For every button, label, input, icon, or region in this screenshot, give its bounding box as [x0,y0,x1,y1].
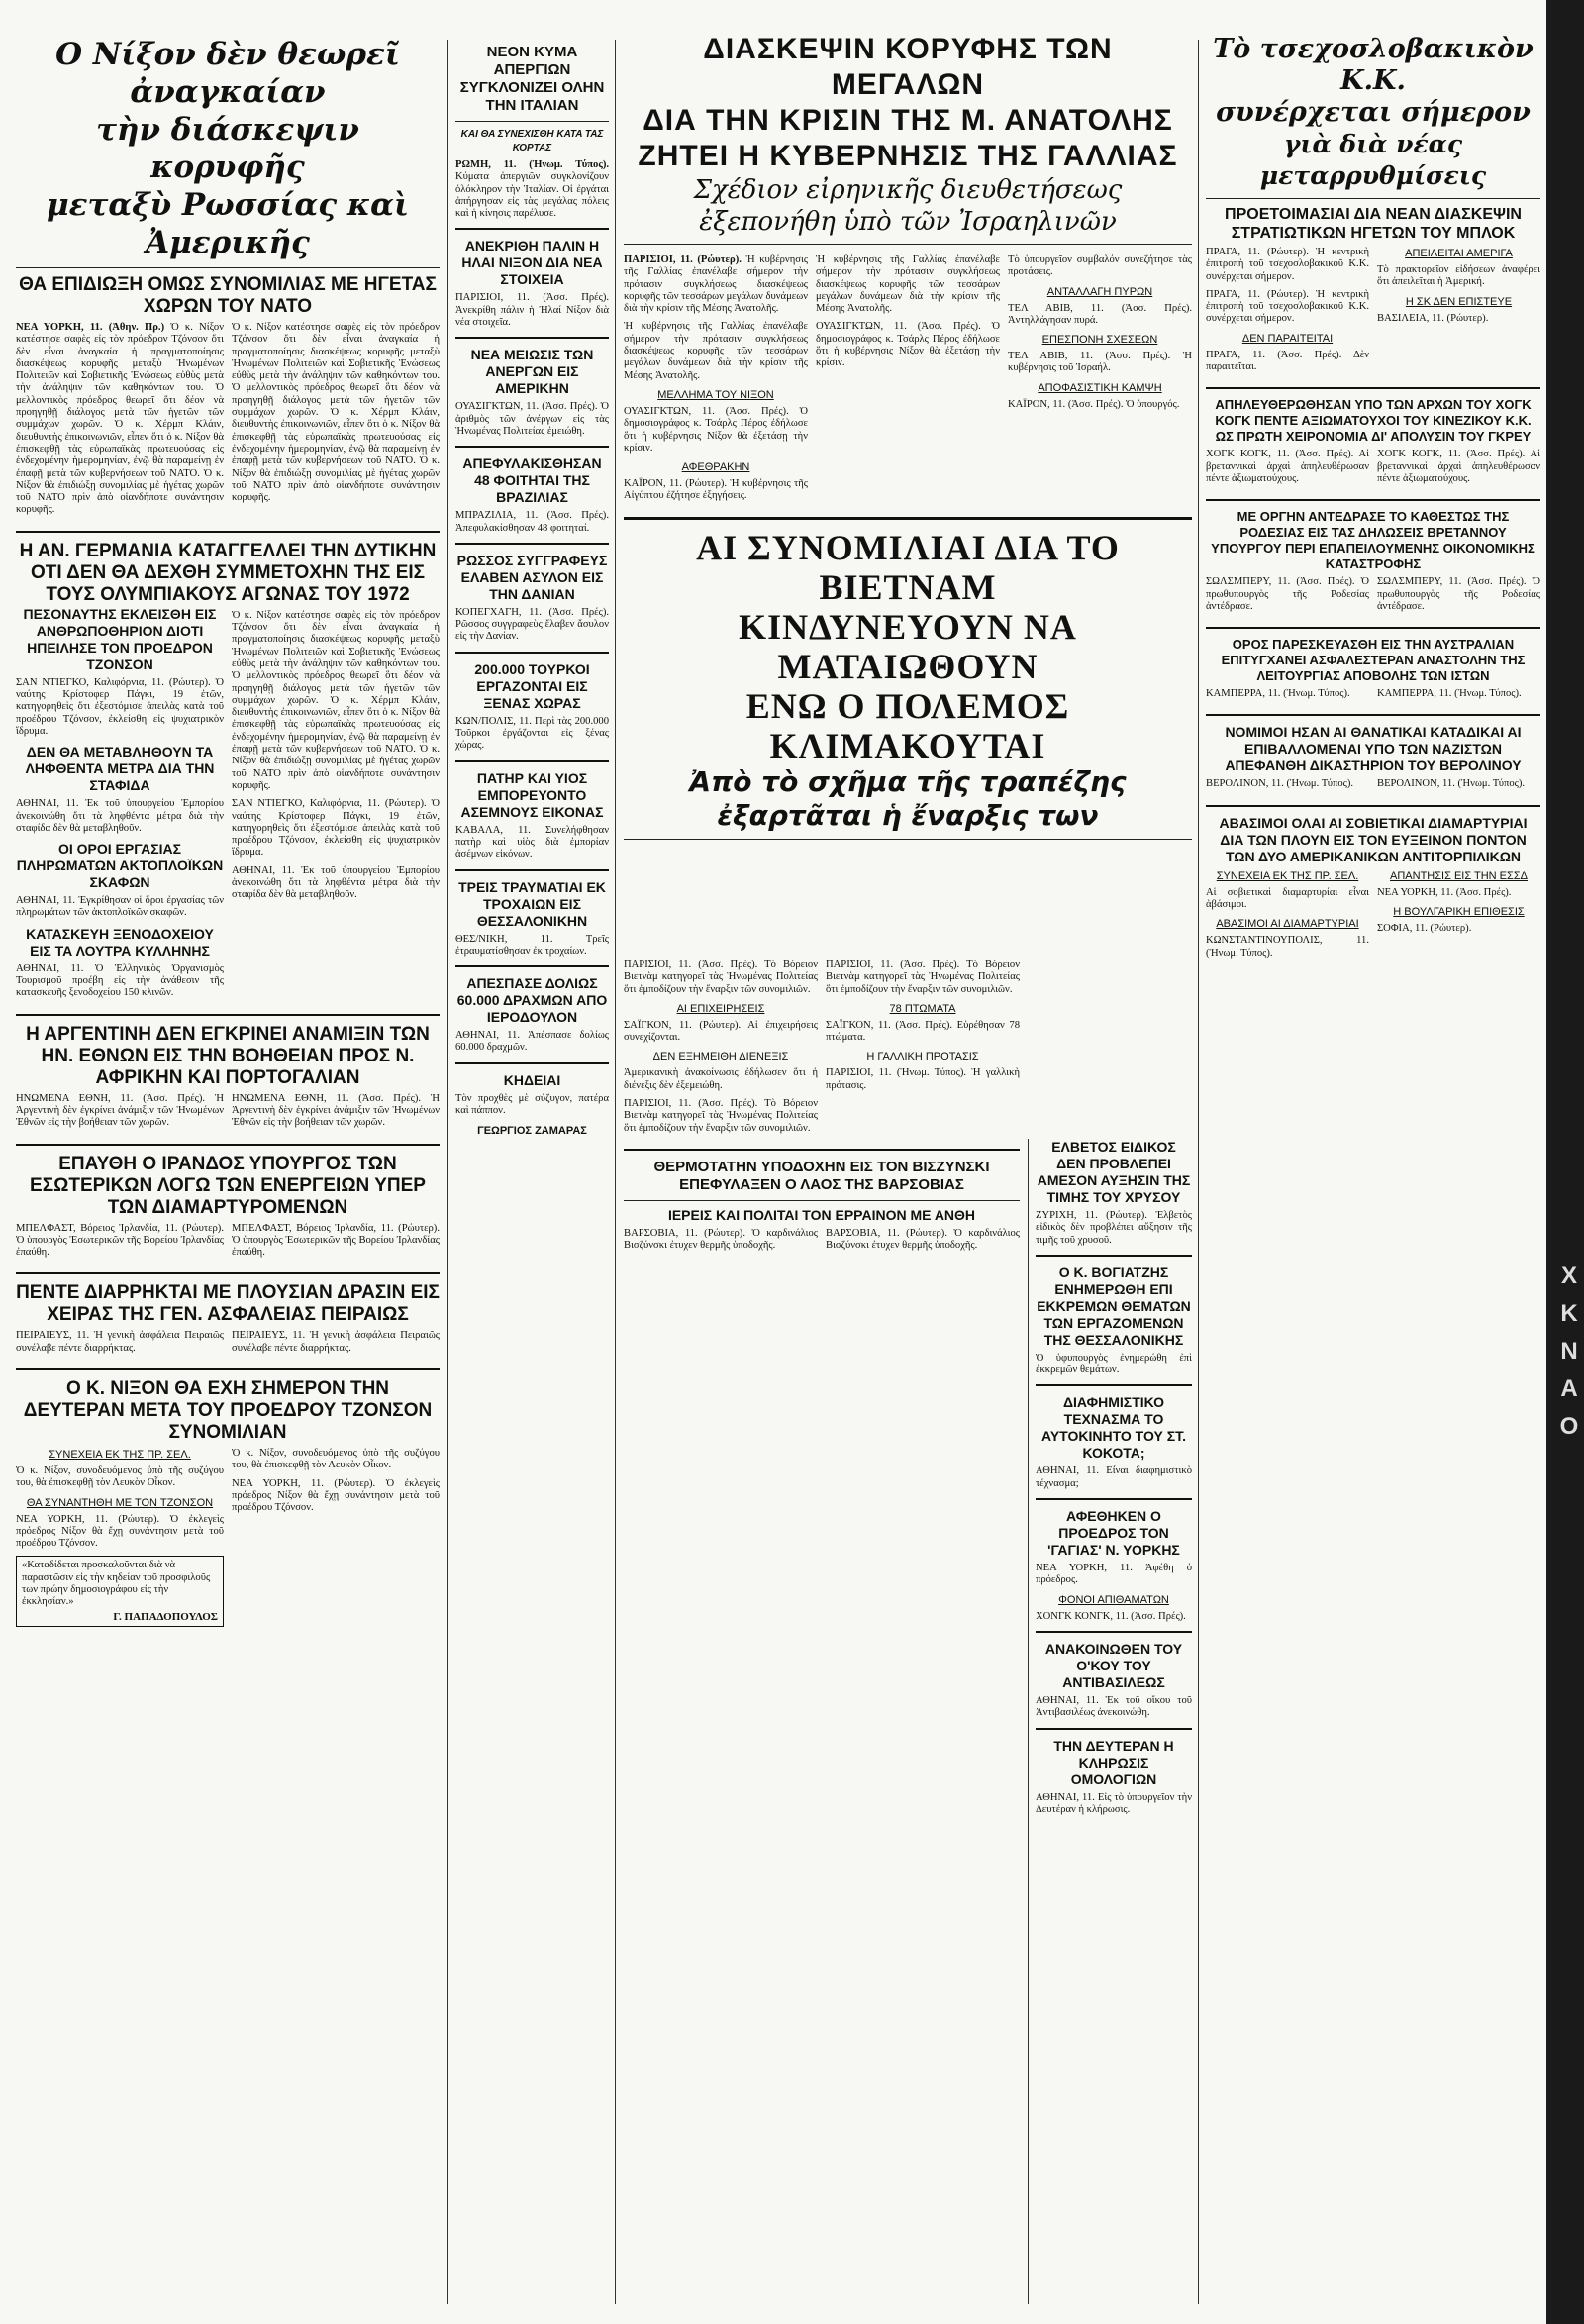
main-headline: ΕΝΩ Ο ΠΟΛΕΜΟΣ ΚΛΙΜΑΚΟΥΤΑΙ [745,685,1070,765]
divider [455,760,609,762]
divider [1036,1255,1192,1257]
article-text: ΠΡΑΓΑ, 11. (Ρώυτερ). Ἡ κεντρικὴ ἐπιτροπὴ τοῦ τσεχοσλοβακικοῦ Κ.Κ. συνέρχεται σήμερον. [1206,247,1369,282]
article-text: ΝΕΑ ΥΟΡΚΗ, 11. (Ρώυτερ). Ὁ ἐκλεγεὶς πρόεδρος Νίξον θὰ ἔχῃ συνάντησιν μετὰ τοῦ προέδρου Τζόνσον. [16,1513,224,1550]
article-text: ΟΥΑΣΙΓΚΤΩΝ, 11. (Ἀσσ. Πρές). Ὁ δημοσιογράφος κ. Τσάρλς Πέρος ἐδήλωσε ὅτι ἡ κυβέρνησις Νίξον θὰ ἐξετάσῃ τὴν κρίσιν. [816,321,1000,369]
headline: ΠΕΣΟΝΑΥΤΗΣ ΕΚΛΕΙΣΘΗ ΕΙΣ ΑΝΘΡΩΠΟΘΗΡΙΟΝ ΔΙΟΤΙ ΗΠΕΙΛΗΣΕ ΤΟΝ ΠΡΟΕΔΡΟΝ ΤΖΟΝΣΟΝ [23,605,217,672]
divider [1206,499,1540,501]
headline: ΜΕ ΟΡΓΗΝ ΑΝΤΕΔΡΑΣΕ ΤΟ ΚΑΘΕΣΤΩΣ ΤΗΣ ΡΟΔΕΣΙΑΣ ΕΙΣ ΤΑΣ ΔΗΛΩΣΕΙΣ ΒΡΕΤΑΝΝΟΥ ΥΠΟΥΡΓΟΥ ΠΕΡΙ ΕΠΑΠΕΙΛΟΥΜΕΝΗΣ ΟΙΚΟΝΟΜΙΚΗΣ ΚΑΤΑΣΤΡΟΦΗΣ [1211,509,1535,572]
divider [455,869,609,871]
article-text: ΒΑΣΙΛΕΙΑ, 11. (Ρώυτερ). [1377,312,1489,324]
section-label: Η ΒΟΥΛΓΑΡΙΚΗ ΕΠΙΘΕΣΙΣ [1393,906,1525,919]
divider [16,1144,440,1146]
headline: ΚΑΤΑΣΚΕΥΗ ΞΕΝΟΔΟΧΕΙΟΥ ΕΙΣ ΤΑ ΛΟΥΤΡΑ ΚΥΛΛΗΝΗΣ [26,925,214,959]
dateline: ΡΩΜΗ, 11. (Ἠνωμ. Τύπος). [455,159,609,170]
column-rule [1198,40,1199,2304]
story-columns [624,1224,1020,1259]
main-headline: ΔΙΑΣΚΕΨΙΝ ΚΟΡΥΦΗΣ ΤΩΝ ΜΕΓΑΛΩΝ [703,33,1113,101]
section-label: ΑΠΕΙΛΕΙΤΑΙ ΑΜΕΡΙΓΑ [1405,248,1513,259]
story-columns [16,1326,440,1361]
article-text: Ὁ κ. Νίξον κατέστησε σαφὲς εἰς τὸν πρόεδρον Τζόνσον ὅτι δὲν εἶναι ἀναγκαία ἡ πραγματοποίησις διασκέψεως κορυφῆς μεταξὺ Ἡνωμένων Πολιτειῶν καὶ Σοβιετικῆς Ἑνώσεως εὐθὺς μετὰ τὴν ἀνάληψιν τῶν καθηκόντων του. Ὁ μελλοντικὸς πρόεδρος θεωρεῖ ὅτι δέον νὰ προηγηθῇ διάλογος μετὰ τῶν ἡγετῶν τῶν συμμάχων χωρῶν. Ὁ κ. Χέρμπ Κλάιν, διευθυντὴς ἐπικοινωνιῶν, εἶπεν ὅτι ὁ κ. Νίξον θὰ ἐπισκεφθῇ τὰς εὐρωπαϊκὰς πρωτευούσας εἰς ἐνδεχομένην ἡμερομηνίαν, ἐνῷ θὰ παραμείνῃ ἐν ἐπαφῇ μετὰ τῶν κυβερνήσεων τοῦ ΝΑΤΟ. Ὁ κ. Νίξον θὰ ἐπιδιώξῃ συνομιλίας μὲ ἡγέτας χωρῶν τοῦ ΝΑΤΟ πρὶν ἀπὸ οἱανδήποτε συνάντησιν κορυφῆς. [232,609,440,791]
article-text: ΠΕΙΡΑΙΕΥΣ, 11. Ἡ γενικὴ ἀσφάλεια Πειραιῶς συνέλαβε πέντε διαρρήκτας. [16,1330,224,1354]
article-text: ΑΘΗΝΑΙ, 11. Ἀπέσπασε δολίως 60.000 δραχμῶν. [455,1030,609,1054]
section-label: ΔΕΝ ΠΑΡΑΙΤΕΙΤΑΙ [1241,332,1334,345]
article-text: ΒΕΡΟΛΙΝΟΝ, 11. (Ἠνωμ. Τύπος). [1377,778,1526,790]
dateline: ΝΕΑ ΥΟΡΚΗ, 11. (Ἀθην. Πρ.) [16,322,165,333]
headline: ΔΙΑΦΗΜΙΣΤΙΚΟ ΤΕΧΝΑΣΜΑ ΤΟ ΑΥΤΟΚΙΝΗΤΟ ΤΟΥ ΣΤ. ΚΟΚΟΤΑ; [1041,1394,1186,1462]
article-text: ΣΩΛΣΜΠΕΡΥ, 11. (Ἀσσ. Πρές). Ὁ πρωθυπουργὸς τῆς Ροδεσίας ἀντέδρασε. [1206,576,1369,612]
article-text: Ὁ ὑφυπουργὸς ἐνημερώθη ἐπὶ ἐκκρεμῶν θεμάτων. [1036,1352,1192,1376]
section-label: Η ΣΚ ΔΕΝ ΕΠΙΣΤΕΥΕ [1405,295,1513,308]
article-text: ΒΑΡΣΟΒΙΑ, 11. (Ρώυτερ). Ὁ καρδινάλιος Βισζύνσκι ἐτυχεν θερμῆς ὑποδοχῆς. [826,1227,1020,1252]
headline: ΕΛΒΕΤΟΣ ΕΙΔΙΚΟΣ ΔΕΝ ΠΡΟΒΛΕΠΕΙ ΑΜΕΣΟΝ ΑΥΞΗΣΙΝ ΤΗΣ ΤΙΜΗΣ ΤΟΥ ΧΡΥΣΟΥ [1037,1139,1191,1205]
section-label: ΕΠΕΣΠΟΝΗ ΣΧΕΣΕΩΝ [1041,334,1158,347]
notice-box [16,1556,224,1626]
main-headline: ΖΗΤΕΙ Η ΚΥΒΕΡΝΗΣΙΣ ΤΗΣ ΓΑΛΛΙΑΣ [638,140,1178,172]
main-headline: ΚΙΝΔΥΝΕΥΟΥΝ ΝΑ ΜΑΤΑΙΩΘΟΥΝ [739,606,1077,686]
article-text: ΠΡΑΓΑ, 11. (Ἀσσ. Πρές). Δὲν παραιτεῖται. [1206,349,1369,373]
main-subheadline: Σχέδιον εἰρηνικῆς διευθετήσεως ἐξεπονήθη ὑπὸ τῶν Ἰσραηλινῶν [693,175,1123,237]
divider [624,839,1192,840]
divider [455,1062,609,1064]
headline: ΑΠΕΦΥΛΑΚΙΣΘΗΣΑΝ 48 ΦΟΙΤΗΤΑΙ ΤΗΣ ΒΡΑΖΙΛΙΑΣ [462,455,602,506]
subheadline: ΠΡΟΕΤΟΙΜΑΣΙΑΙ ΔΙΑ ΝΕΑΝ ΔΙΑΣΚΕΨΙΝ ΣΤΡΑΤΙΩΤΙΚΩΝ ΗΓΕΤΩΝ ΤΟΥ ΜΠΛΟΚ [1225,206,1522,242]
divider [624,517,1192,520]
column-rule [447,40,448,2304]
notice-text: «Καταδίδεται προσκαλοῦνται διὰ νὰ παραστῶσιν εἰς τὴν κηδείαν τοῦ προσφιλοῦς των πρώην δημοσιογράφου εἰς τὴν ἐκκλησίαν.» [22,1560,211,1608]
column-rule [615,40,616,2304]
divider [16,1272,440,1274]
divider [455,543,609,545]
column-2 [455,44,609,2304]
headline: Ο Κ. ΒΟΓΙΑΤΖΗΣ ΕΝΗΜΕΡΩΘΗ ΕΠΙ ΕΚΚΡΕΜΩΝ ΘΕΜΑΤΩΝ ΤΩΝ ΕΡΓΑΖΟΜΕΝΩΝ ΤΗΣ ΘΕΣΣΑΛΟΝΙΚΗΣ [1037,1263,1191,1348]
story-columns [1206,445,1540,491]
next-page-edge-text: Χ Κ Ν Α Ο [1559,1263,1579,1440]
headline: γιὰ διὰ νέας μεταρρυθμίσεις [1259,130,1487,190]
article-text: ΠΑΡΙΣΙΟΙ, 11. (Ἀσσ. Πρές). Τὸ Βόρειον Βιετνὰμ κατηγορεῖ τὰς Ἡνωμένας Πολιτείας ὅτι ἐμποδίζουν τὴν ἔναρξιν τῶν συνομιλιῶν. [624,960,818,995]
article-copy: Ἡ κυβέρνησις τῆς Γαλλίας ἐπανέλαβε σήμερον τὴν πρότασιν συγκλήσεως διασκέψεως κορυφῆς τῶν τεσσάρων μεγάλων δυνάμεων διὰ τὴν κρίσιν τῆς Μέσης Ἀνατολῆς. [624,254,809,315]
article-text: ΧΟΓΚ ΚΟΓΚ, 11. (Ἀσσ. Πρές). Αἱ βρεταννικαὶ ἀρχαὶ ἀπηλευθέρωσαν πέντε ἀξιωματούχους. [1206,449,1369,484]
article-text [624,254,808,315]
article-text: ΚΑΪΡΟΝ, 11. (Ρώυτερ). Ἡ κυβέρνησις τῆς Αἰγύπτου ἐζήτησε ἐξηγήσεις. [624,478,808,502]
article-text: ΑΘΗΝΑΙ, 11. Εἰς τὸ ὑπουργεῖον τὴν Δευτέραν ἡ κλήρωσις. [1036,1791,1192,1815]
headline: ΝΕΑ ΜΕΙΩΣΙΣ ΤΩΝ ΑΝΕΡΓΩΝ ΕΙΣ ΑΜΕΡΙΚΗΝ [470,347,594,397]
divider [1036,1384,1192,1386]
headline: ΑΝΑΚΟΙΝΩΘΕΝ ΤΟΥ Ο'ΚΟΥ ΤΟΥ ΑΝΤΙΒΑΣΙΛΕΩΣ [1044,1640,1183,1690]
subheadline: ΙΕΡΕΙΣ ΚΑΙ ΠΟΛΙΤΑΙ ΤΟΝ ΕΡΡΑΙΝΟΝ ΜΕ ΑΝΘΗ [667,1206,976,1223]
article-copy: Κύματα ἀπεργιῶν συγκλονίζουν ὁλόκληρον τὴν Ἰταλίαν. Οἱ ἐργάται ἀπήργησαν εἰς τὰς μεγάλας πόλεις καὶ ἡ κίνησις παρέλυσε. [455,171,609,220]
headline: ΝΕΟΝ ΚΥΜΑ ΑΠΕΡΓΙΩΝ ΣΥΓΚΛΟΝΙΖΕΙ ΟΛΗΝ ΤΗΝ ΙΤΑΛΙΑΝ [459,44,605,114]
article-text: ΑΘΗΝΑΙ, 11. Ὁ Ἑλληνικὸς Ὀργανισμὸς Τουρισμοῦ προέβη εἰς τὴν ἀνάθεσιν τῆς κατασκευῆς ξενοδοχείου 150 κλινῶν. [16,962,224,999]
article-text: Αἱ σοβιετικαὶ διαμαρτυρίαι εἶναι ἀβάσιμοι. [1206,886,1369,911]
divider [624,1200,1020,1201]
divider [455,337,609,339]
main-headline: ΑΙ ΣΥΝΟΜΙΛΙΑΙ ΔΙΑ ΤΟ ΒΙΕΤΝΑΜ [696,527,1120,607]
divider [1206,198,1540,199]
divider [455,228,609,230]
article-text: ΠΡΑΓΑ, 11. (Ρώυτερ). Ἡ κεντρικὴ ἐπιτροπὴ τοῦ τσεχοσλοβακικοῦ Κ.Κ. συνέρχεται σήμερον. [1206,288,1369,325]
headline: Ο Νίξον δὲν θεωρεῖ ἀναγκαίαν [55,37,400,110]
divider [624,244,1192,245]
article-text: ΚΑΪΡΟΝ, 11. (Ἀσσ. Πρές). Ὁ ὑπουργός. [1008,398,1180,410]
section-label: ΑΦΕΘΡΑΚΗΝ [681,461,750,474]
headline: ΝΟΜΙΜΟΙ ΗΣΑΝ ΑΙ ΘΑΝΑΤΙΚΑΙ ΚΑΤΑΔΙΚΑΙ ΑΙ ΕΠΙΒΑΛΛΟΜΕΝΑΙ ΥΠΟ ΤΩΝ ΝΑΖΙΣΤΩΝ ΑΠΕΦΑΝΘΗ ΔΙΚΑΣΤΗΡΙΟΝ ΤΟΥ ΒΕΡΟΛΙΝΟΥ [1225,724,1522,774]
divider [1206,387,1540,389]
divider [1206,805,1540,807]
headline: Ο Κ. ΝΙΞΟΝ ΘΑ ΕΧΗ ΣΗΜΕΡΟΝ ΤΗΝ ΔΕΥΤΕΡΑΝ ΜΕΤΑ ΤΟΥ ΠΡΟΕΔΡΟΥ ΤΖΟΝΣΟΝ ΣΥΝΟΜΙΛΙΑΝ [23,1377,433,1443]
article-text: ΒΑΡΣΟΒΙΑ, 11. (Ρώυτερ). Ὁ καρδινάλιος Βισζύνσκι ἐτυχεν θερμῆς ὑποδοχῆς. [624,1227,818,1252]
article-text: ΗΝΩΜΕΝΑ ΕΘΝΗ, 11. (Ἀσσ. Πρές). Ἡ Ἀργεντινὴ δὲν ἐγκρίνει ἀνάμιξιν τῶν Ἡνωμένων Ἐθνῶν εἰς τὴν βοήθειαν τῶν χωρῶν. [232,1092,440,1129]
section-label: ΦΟΝΟΙ ΑΠΙΘΑΜΑΤΩΝ [1058,1593,1169,1606]
headline: ΔΕΝ ΘΑ ΜΕΤΑΒΛΗΘΟΥΝ ΤΑ ΛΗΦΘΕΝΤΑ ΜΕΤΡΑ ΔΙΑ ΤΗΝ ΣΤΑΦΙΔΑ [25,744,215,794]
story-columns [1206,243,1540,379]
story-columns [1206,572,1540,619]
article-text: ΜΠΕΛΦΑΣΤ, Βόρειος Ἰρλανδία, 11. (Ρώυτερ). Ὁ ὑπουργὸς Ἐσωτερικῶν τῆς Βορείου Ἰρλανδίας ἐπαύθη. [232,1222,440,1259]
article-text: ΝΕΑ ΥΟΡΚΗ, 11. Ἀφέθη ὁ πρόεδρος. [1036,1563,1192,1586]
section-label: 78 ΠΤΩΜΑΤΑ [889,1002,956,1015]
article-text: ΗΝΩΜΕΝΑ ΕΘΝΗ, 11. (Ἀσσ. Πρές). Ἡ Ἀργεντινὴ δὲν ἐγκρίνει ἀνάμιξιν τῶν Ἡνωμένων Ἐθνῶν εἰς τὴν βοήθειαν τῶν χωρῶν. [16,1092,224,1129]
section-label: ΑΙ ΕΠΙΧΕΙΡΗΣΕΙΣ [676,1002,765,1015]
article-text: Τὸν προχθὲς μὲ σύζυγον, πατέρα καὶ πάππον. [455,1092,609,1117]
column-1 [16,36,440,2304]
article-text: ΟΥΑΣΙΓΚΤΩΝ, 11. (Ἀσσ. Πρές). Ὁ δημοσιογράφος κ. Τσάρλς Πέρος ἐδήλωσε ὅτι ἡ κυβέρνησις Νίξον θὰ ἐξετάσῃ τὴν κρίσιν. [624,405,808,454]
headline: μεταξὺ Ρωσσίας καὶ Ἀμερικῆς [46,187,410,260]
headline: ΤΡΕΙΣ ΤΡΑΥΜΑΤΙΑΙ ΕΚ ΤΡΟΧΑΙΩΝ ΕΙΣ ΘΕΣΣΑΛΟΝΙΚΗΝ [458,878,606,929]
section-label: ΑΒΑΣΙΜΟΙ ΑΙ ΔΙΑΜΑΡΤΥΡΙΑΙ [1216,918,1359,931]
divider [16,531,440,533]
article-text: ΚΑΜΠΕΡΡΑ, 11. (Ἠνωμ. Τύπος). [1377,688,1522,700]
article-text: Ἀμερικανικὴ ἀνακοίνωσις ἐδήλωσεν ὅτι ἡ διένεξις δὲν ἐξεμειώθη. [624,1067,818,1091]
article-text: ΤΕΛ ΑΒΙΒ, 11. (Ἀσσ. Πρές). Ἡ κυβέρνησις τοῦ Ἰσραήλ. [1008,351,1192,374]
headline: ΕΠΑΥΘΗ Ο ΙΡΑΝΔΟΣ ΥΠΟΥΡΓΟΣ ΤΩΝ ΕΣΩΤΕΡΙΚΩΝ ΛΟΓΩ ΤΩΝ ΕΝΕΡΓΕΙΩΝ ΥΠΕΡ ΤΩΝ ΔΙΑΜΑΡΤΥΡΟΜΕΝΩΝ [30,1153,426,1218]
section-label: Η ΓΑΛΛΙΚΗ ΠΡΟΤΑΣΙΣ [866,1051,979,1063]
divider [16,267,440,268]
section-label: ΑΠΑΝΤΗΣΙΣ ΕΙΣ ΤΗΝ ΕΣΣΔ [1390,869,1528,882]
article-text: Ὁ κ. Νίξον κατέστησε σαφὲς εἰς τὸν πρόεδρον Τζόνσον ὅτι δὲν εἶναι ἀναγκαία ἡ πραγματοποίησις διασκέψεως κορυφῆς μεταξὺ Ἡνωμένων Πολιτειῶν καὶ Σοβιετικῆς Ἑνώσεως εὐθὺς μετὰ τὴν ἀνάληψιν τῶν καθηκόντων του. Ὁ μελλοντικὸς πρόεδρος θεωρεῖ ὅτι δέον νὰ προηγηθῇ διάλογος μετὰ τῶν ἡγετῶν τῶν συμμάχων χωρῶν. Ὁ κ. Χέρμπ Κλάιν, διευθυντὴς ἐπικοινωνιῶν, εἶπεν ὅτι ὁ κ. Νίξον θὰ ἐπισκεφθῇ τὰς εὐρωπαϊκὰς πρωτευούσας εἰς ἐνδεχομένην ἡμερομηνίαν, ἐνῷ θὰ παραμείνῃ ἐν ἐπαφῇ μετὰ τῶν κυβερνήσεων τοῦ ΝΑΤΟ. Ὁ κ. Νίξον θὰ ἐπιδιώξῃ συνομιλίας μὲ ἡγέτας χωρῶν τοῦ ΝΑΤΟ πρὶν ἀπὸ οἱανδήποτε συνάντησιν κορυφῆς. [232,322,440,504]
article-text: Τὸ ὑπουργεῖον συμβαλόν συνεζήτησε τὰς προτάσεις. [1008,254,1192,278]
divider [624,1149,1020,1151]
headline: ΑΦΕΘΗΚΕΝ Ο ΠΡΟΕΔΡΟΣ ΤΟΝ 'ΓΑΓΙΑΣ' Ν. ΥΟΡΚΗΣ [1047,1508,1180,1559]
continuation-label: ΣΥΝΕΧΕΙΑ ΕΚ ΤΗΣ ΠΡ. ΣΕΛ. [49,1448,191,1461]
headline: ΡΩΣΣΟΣ ΣΥΓΓΡΑΦΕΥΣ ΕΛΑΒΕΝ ΑΣΥΛΟΝ ΕΙΣ ΤΗΝ ΔΑΝΙΑΝ [456,552,608,602]
article-text: Ὁ κ. Νίξον, συνοδευόμενος ὑπὸ τῆς συζύγου του, θὰ ἐπισκεφθῇ τὸν Λευκὸν Οἶκον. [16,1465,224,1489]
divider [1036,1498,1192,1500]
article-text: ΣΑΪΓΚΟΝ, 11. (Ρώυτερ). Αἱ ἐπιχειρήσεις συνεχίζονται. [624,1019,818,1044]
headline: ΘΕΡΜΟΤΑΤΗΝ ΥΠΟΔΟΧΗΝ ΕΙΣ ΤΟΝ ΒΙΣΖΥΝΣΚΙ ΕΠΕΦΥΛΑΞΕΝ Ο ΛΑΟΣ ΤΗΣ ΒΑΡΣΟΒΙΑΣ [653,1158,990,1193]
headline: ΚΗΔΕΙΑΙ [503,1071,561,1088]
headline: 200.000 ΤΟΥΡΚΟΙ ΕΡΓΑΖΟΝΤΑΙ ΕΙΣ ΞΕΝΑΣ ΧΩΡΑΣ [474,660,590,711]
divider [16,1368,440,1370]
divider [455,965,609,967]
subheadline: ΚΑΙ ΘΑ ΣΥΝΕΧΙΣΘΗ ΚΑΤΑ ΤΑΣ ΚΟΡΤΑΣ [460,129,604,153]
column-3-lower [624,956,1020,2304]
story-columns [16,606,440,1006]
article-text: ΑΘΗΝΑΙ, 11. Ἐκ τοῦ ὑπουργείου Ἐμπορίου ἀνεκοινώθη ὅτι τὰ ληφθέντα μέτρα διὰ τὴν σταφίδα δὲν θὰ μεταβληθοῦν. [16,798,224,834]
article-text: ΠΕΙΡΑΙΕΥΣ, 11. Ἡ γενικὴ ἀσφάλεια Πειραιῶς συνέλαβε πέντε διαρρήκτας. [232,1330,440,1354]
obituary-name: ΓΕΩΡΓΙΟΣ ΖΑΜΑΡΑΣ [477,1125,587,1138]
article-text: ΟΥΑΣΙΓΚΤΩΝ, 11. (Ἀσσ. Πρές). Ὁ ἀριθμὸς τῶν ἀνέργων εἰς τὰς Ἡνωμένας Πολιτείας ἐμειώθη. [455,401,609,437]
story-columns [16,1089,440,1136]
dateline: ΠΑΡΙΣΙΟΙ, 11. (Ρώυτερ). [624,254,742,265]
divider [16,1014,440,1016]
story-columns [16,1444,440,1633]
headline: τὴν διάσκεψιν κορυφῆς [96,112,359,185]
article-text: ΑΘΗΝΑΙ, 11. Εἶναι διαφημιστικὸ τέχνασμα; [1036,1465,1192,1489]
article-text: ΚΑΒΑΛΑ, 11. Συνελήφθησαν πατὴρ καὶ υἱὸς διὰ ἐμπορίαν ἀσέμνων εἰκόνων. [455,824,609,860]
article-text: ΠΑΡΙΣΙΟΙ, 11. (Ἠνωμ. Τύπος). Ἡ γαλλικὴ πρότασις. [826,1067,1020,1091]
article-text [455,159,609,220]
story-columns [1206,774,1540,796]
section-label: ΔΕΝ ΕΞΗΜΕΙΘΗ ΔΙΕΝΕΞΙΣ [652,1051,789,1063]
article-text: Ὁ κ. Νίξον, συνοδευόμενος ὑπὸ τῆς συζύγου του, θὰ ἐπισκεφθῇ τὸν Λευκὸν Οἶκον. [232,1447,440,1471]
article-text: ΚΩΝ/ΠΟΛΙΣ, 11. Περὶ τὰς 200.000 Τοῦρκοι ἐργάζονται εἰς ξένας χώρας. [455,715,609,752]
divider [1206,714,1540,716]
headline: ΑΠΕΣΠΑΣΕ ΔΟΛΙΩΣ 60.000 ΔΡΑΧΜΩΝ ΑΠΟ ΙΕΡΟΔΟΥΛΟΝ [456,975,608,1026]
article-text: ΝΕΑ ΥΟΡΚΗ, 11. (Ρώυτερ). Ὁ ἐκλεγεὶς πρόεδρος Νίξον θὰ ἔχῃ συνάντησιν μετὰ τοῦ προέδρου Τζόνσον. [232,1477,440,1514]
headline: ΟΙ ΟΡΟΙ ΕΡΓΑΣΙΑΣ ΠΛΗΡΩΜΑΤΩΝ ΑΚΤΟΠΛΟΪΚΩΝ ΣΚΑΦΩΝ [16,841,224,891]
headline: Η ΑΝ. ΓΕΡΜΑΝΙΑ ΚΑΤΑΓΓΕΛΛΕΙ ΤΗΝ ΔΥΤΙΚΗΝ ΟΤΙ ΔΕΝ ΘΑ ΔΕΧΘΗ ΣΥΜΜΕΤΟΧΗΝ ΤΗΣ ΕΙΣ ΤΟΥΣ ΟΛΥΜΠΙΑΚΟΥΣ ΑΓΩΝΑΣ ΤΟΥ 1972 [19,540,437,605]
headline: ΑΒΑΣΙΜΟΙ ΟΛΑΙ ΑΙ ΣΟΒΙΕΤΙΚΑΙ ΔΙΑΜΑΡΤΥΡΙΑΙ ΔΙΑ ΤΩΝ ΠΛΟΥΝ ΕΙΣ ΤΟΝ ΕΥΞΕΙΝΟΝ ΠΟΝΤΟΝ ΤΩΝ ΔΥΟ ΑΜΕΡΙΚΑΝΙΚΩΝ ΑΝΤΙΤΟΡΠΙΛΙΚΩΝ [1219,814,1528,864]
divider [455,121,609,122]
section-label: ΑΝΤΑΛΛΑΓΗ ΠΥΡΩΝ [1046,285,1153,298]
article-text: ΜΠΕΛΦΑΣΤ, Βόρειος Ἰρλανδία, 11. (Ρώυτερ). Ὁ ὑπουργὸς Ἐσωτερικῶν τῆς Βορείου Ἰρλανδίας ἐπαύθη. [16,1222,224,1259]
main-subheadline: Ἀπὸ τὸ σχῆμα τῆς τραπέζης ἐξαρτᾶται ἡ ἔναρξις των [689,764,1127,832]
article-text: ΑΘΗΝΑΙ, 11. Ἐγκρίθησαν οἱ ὅροι ἐργασίας τῶν πληρωμάτων τῶν ἀκτοπλοϊκῶν σκαφῶν. [16,895,224,919]
scan-edge [1546,0,1584,2324]
article-text: ΚΩΝΣΤΑΝΤΙΝΟΥΠΟΛΙΣ, 11. (Ἠνωμ. Τύπος). [1206,935,1369,959]
article-text: ΑΘΗΝΑΙ, 11. Ἐκ τοῦ οἴκου τοῦ Ἀντιβασιλέως ἀνεκοινώθη. [1036,1694,1192,1719]
article-text: ΣΑΪΓΚΟΝ, 11. (Ἀσσ. Πρές). Εὑρέθησαν 78 πτώματα. [826,1019,1020,1044]
story-columns [16,1219,440,1265]
article-text: Ἡ κυβέρνησις τῆς Γαλλίας ἐπανέλαβε σήμερον τὴν πρότασιν συγκλήσεως διασκέψεως κορυφῆς τῶν τεσσάρων μεγάλων δυνάμεων διὰ τὴν κρίσιν τῆς Μέσης Ἀνατολῆς. [816,254,1000,315]
headline: ΤΗΝ ΔΕΥΤΕΡΑΝ Η ΚΛΗΡΩΣΙΣ ΟΜΟΛΟΓΙΩΝ [1053,1737,1174,1787]
article-text: ΣΑΝ ΝΤΙΕΓΚΟ, Καλιφόρνια, 11. (Ρώυτερ). Ὁ ναύτης Κρίστοφερ Πάγκι, 19 ἐτῶν, κατηγορηθεὶς ὅτι ἐξεστόμισε ἀπειλὰς κατὰ τοῦ προέδρου Τζόνσον, ἐκλείσθη εἰς ψυχιατρικὸν ἵδρυμα. [232,798,440,859]
headline: Τὸ τσεχοσλοβακικὸν Κ.Κ. [1213,34,1534,96]
headline: ΑΝΕΚΡΙΘΗ ΠΑΛΙΝ Η ΗΛΑΙ ΝΙΞΟΝ ΔΙΑ ΝΕΑ ΣΤΟΙΧΕΙΑ [461,238,603,288]
column-4 [1036,1139,1192,2304]
article-text: ΚΑΜΠΕΡΡΑ, 11. (Ἠνωμ. Τύπος). [1206,688,1350,700]
article-text: ΣΩΛΣΜΠΕΡΥ, 11. (Ἀσσ. Πρές). Ὁ πρωθυπουργὸς τῆς Ροδεσίας ἀντέδρασε. [1377,576,1540,612]
section-label: ΜΕΛΛΗΜΑ ΤΟΥ ΝΙΞΟΝ [657,388,774,401]
article-text: ΚΟΠΕΓΧΑΓΗ, 11. (Ἀσσ. Πρές). Ρῶσσος συγγραφεὺς ἔλαβεν ἄσυλον εἰς τὴν Δανίαν. [455,606,609,643]
article-text: Τὸ πρακτορεῖον εἰδήσεων ἀναφέρει ὅτι ἀπειλεῖται ἡ Ἀμερική. [1377,264,1540,288]
divider [455,652,609,654]
section-label: ΑΠΟΦΑΣΙΣΤΙΚΗ ΚΑΜΨΗ [1038,381,1162,394]
story-body [16,318,440,523]
divider [1036,1728,1192,1730]
main-headline: ΔΙΑ ΤΗΝ ΚΡΙΣΙΝ ΤΗΣ Μ. ΑΝΑΤΟΛΗΣ [643,104,1173,137]
article-text: ΝΕΑ ΥΟΡΚΗ, 11. (Ἀσσ. Πρές). [1377,886,1512,898]
article-text: ΖΥΡΙΧΗ, 11. (Ρώυτερ). Ἐλβετὸς εἰδικὸς δὲν προβλέπει αὔξησιν τῆς τιμῆς τοῦ χρυσοῦ. [1036,1210,1192,1246]
divider [455,446,609,448]
article-text: ΑΘΗΝΑΙ, 11. Ἐκ τοῦ ὑπουργείου Ἐμπορίου ἀνεκοινώθη ὅτι τὰ ληφθέντα μέτρα διὰ τὴν σταφίδα δὲν θὰ μεταβληθοῦν. [232,864,440,901]
article-copy: Ὁ κ. Νίξον κατέστησε σαφὲς εἰς τὸν πρόεδρον Τζόνσον ὅτι δὲν εἶναι ἀναγκαία ἡ πραγματοποίησις διασκέψεως κορυφῆς μεταξὺ Ἡνωμένων Πολιτειῶν καὶ Σοβιετικῆς Ἑνώσεως εὐθὺς μετὰ τὴν ἀνάληψιν τῶν καθηκόντων του. Ὁ μελλοντικὸς πρόεδρος θεωρεῖ ὅτι δέον νὰ προηγηθῇ διάλογος μετὰ τῶν ἡγετῶν τῶν συμμάχων χωρῶν. Ὁ κ. Χέρμπ Κλάιν, διευθυντὴς ἐπικοινωνιῶν, εἶπεν ὅτι ὁ κ. Νίξον θὰ ἐπισκεφθῇ τὰς εὐρωπαϊκὰς πρωτευούσας εἰς ἐνδεχομένην ἡμερομηνίαν, ἐνῷ θὰ παραμείνῃ ἐν ἐπαφῇ μετὰ τῶν κυβερνήσεων τοῦ ΝΑΤΟ. Ὁ κ. Νίξον θὰ ἐπιδιώξῃ συνομιλίας μὲ ἡγέτας χωρῶν τοῦ ΝΑΤΟ πρὶν ἀπὸ οἱανδήποτε συνάντησιν κορυφῆς. [16,322,224,516]
divider [1036,1631,1192,1633]
headline: Η ΑΡΓΕΝΤΙΝΗ ΔΕΝ ΕΓΚΡΙΝΕΙ ΑΝΑΜΙΞΙΝ ΤΩΝ ΗΝ. ΕΘΝΩΝ ΕΙΣ ΤΗΝ ΒΟΗΘΕΙΑΝ ΠΡΟΣ Ν. ΑΦΡΙΚΗΝ ΚΑΙ ΠΟΡΤΟΓΑΛΙΑΝ [26,1023,430,1088]
article-text: ΤΕΛ ΑΒΙΒ, 11. (Ἀσσ. Πρές). Ἀντηλλάγησαν πυρά. [1008,302,1192,326]
article-text: ΠΑΡΙΣΙΟΙ, 11. (Ἀσσ. Πρές). Τὸ Βόρειον Βιετνὰμ κατηγορεῖ τὰς Ἡνωμένας Πολιτείας ὅτι ἐμποδίζουν τὴν ἔναρξιν τῶν συνομιλιῶν. [826,960,1020,995]
story-columns [1206,865,1540,965]
article-text: ΜΠΡΑΖΙΛΙΑ, 11. (Ἀσσ. Πρές). Ἀπεφυλακίσθησαν 48 φοιτηταί. [455,510,609,534]
headline: ΠΑΤΗΡ ΚΑΙ ΥΙΟΣ ΕΜΠΟΡΕΥΟΝΤΟ ΑΣΕΜΝΟΥΣ ΕΙΚΟΝΑΣ [460,769,604,820]
headline: ΑΠΗΛΕΥΘΕΡΩΘΗΣΑΝ ΥΠΟ ΤΩΝ ΑΡΧΩΝ ΤΟΥ ΧΟΓΚ ΚΟΓΚ ΠΕΝΤΕ ΑΞΙΩΜΑΤΟΥΧΟΙ ΤΟΥ ΚΙΝΕΖΙΚΟΥ Κ.Κ. ΩΣ ΠΡΩΤΗ ΧΕΙΡΟΝΟΜΙΑ ΔΙ' ΑΠΟΛΥΣΙΝ ΤΟΥ ΓΚΡΕΥ [1215,397,1532,445]
notice-signature: Γ. ΠΑΠΑΔΟΠΟΥΛΟΣ [113,1610,218,1623]
headline: ΟΡΟΣ ΠΑΡΕΣΚΕΥΑΣΘΗ ΕΙΣ ΤΗΝ ΑΥΣΤΡΑΛΙΑΝ ΕΠΙΤΥΓΧΑΝΕΙ ΑΣΦΑΛΕΣΤΕΡΑΝ ΑΝΑΣΤΟΛΗΝ ΤΗΣ ΛΕΙΤΟΥΡΓΙΑΣ ΑΠΟΒΟΛΗΣ ΤΩΝ ΙΣΤΩΝ [1221,637,1526,684]
article-text: ΧΟΓΚ ΚΟΓΚ, 11. (Ἀσσ. Πρές). Αἱ βρεταννικαὶ ἀρχαὶ ἀπηλευθέρωσαν πέντε ἀξιωματούχους. [1377,449,1540,484]
article-text: ΘΕΣ/ΝΙΚΗ, 11. Τρεῖς ἐτραυματίσθησαν ἐκ τροχαίων. [455,933,609,957]
article-text: ΣΟΦΙΑ, 11. (Ρώυτερ). [1377,923,1472,935]
article-text [16,322,224,517]
headline: συνέρχεται σήμερον [1216,97,1531,128]
divider [1206,627,1540,629]
article-text: ΣΑΝ ΝΤΙΕΓΚΟ, Καλιφόρνια, 11. (Ρώυτερ). Ὁ ναύτης Κρίστοφερ Πάγκι, 19 ἐτῶν, κατηγορηθεὶς ὅτι ἐξεστόμισε ἀπειλὰς κατὰ τοῦ προέδρου Τζόνσον, ἐκλείσθη εἰς ψυχιατρικὸν ἵδρυμα. [16,676,224,737]
continuation-label: ΣΥΝΕΧΕΙΑ ΕΚ ΤΗΣ ΠΡ. ΣΕΛ. [1216,869,1359,882]
article-text: ΠΑΡΙΣΙΟΙ, 11. (Ἀσσ. Πρές). Ἀνεκρίθη πάλιν ἡ Ἠλαί Νίξον διὰ νέα στοιχεῖα. [455,292,609,329]
story-columns [1206,684,1540,706]
article-text: Ἡ κυβέρνησις τῆς Γαλλίας ἐπανέλαβε σήμερον τὴν πρότασιν συγκλήσεως διασκέψεως κορυφῆς τῶν τεσσάρων μεγάλων δυνάμεων διὰ τὴν κρίσιν τῆς Μέσης Ἀνατολῆς. [624,321,808,381]
article-text: ΧΟΝΓΚ ΚΟΝΓΚ, 11. (Ἀσσ. Πρές). [1036,1610,1186,1622]
story-columns [624,251,1192,509]
column-5 [1206,34,1540,2304]
section-label: ΘΑ ΣΥΝΑΝΤΗΘΗ ΜΕ ΤΟΝ ΤΖΟΝΣΟΝ [26,1496,214,1509]
story-columns [624,956,1020,1141]
article-text: ΠΑΡΙΣΙΟΙ, 11. (Ἀσσ. Πρές). Τὸ Βόρειον Βιετνὰμ κατηγορεῖ τὰς Ἡνωμένας Πολιτείας ὅτι ἐμποδίζουν τὴν ἔναρξιν τῶν συνομιλιῶν. [624,1098,818,1134]
article-text: ΒΕΡΟΛΙΝΟΝ, 11. (Ἠνωμ. Τύπος). [1206,778,1354,790]
headline: ΠΕΝΤΕ ΔΙΑΡΡΗΚΤΑΙ ΜΕ ΠΛΟΥΣΙΑΝ ΔΡΑΣΙΝ ΕΙΣ ΧΕΙΡΑΣ ΤΗΣ ΓΕΝ. ΑΣΦΑΛΕΙΑΣ ΠΕΙΡΑΙΩΣ [16,1282,440,1326]
subheadline: ΘΑ ΕΠΙΔΙΩΞΗ ΟΜΩΣ ΣΥΝΟΜΙΛΙΑΣ ΜΕ ΗΓΕΤΑΣ ΧΩΡΩΝ ΤΟΥ ΝΑΤΟ [19,274,437,317]
